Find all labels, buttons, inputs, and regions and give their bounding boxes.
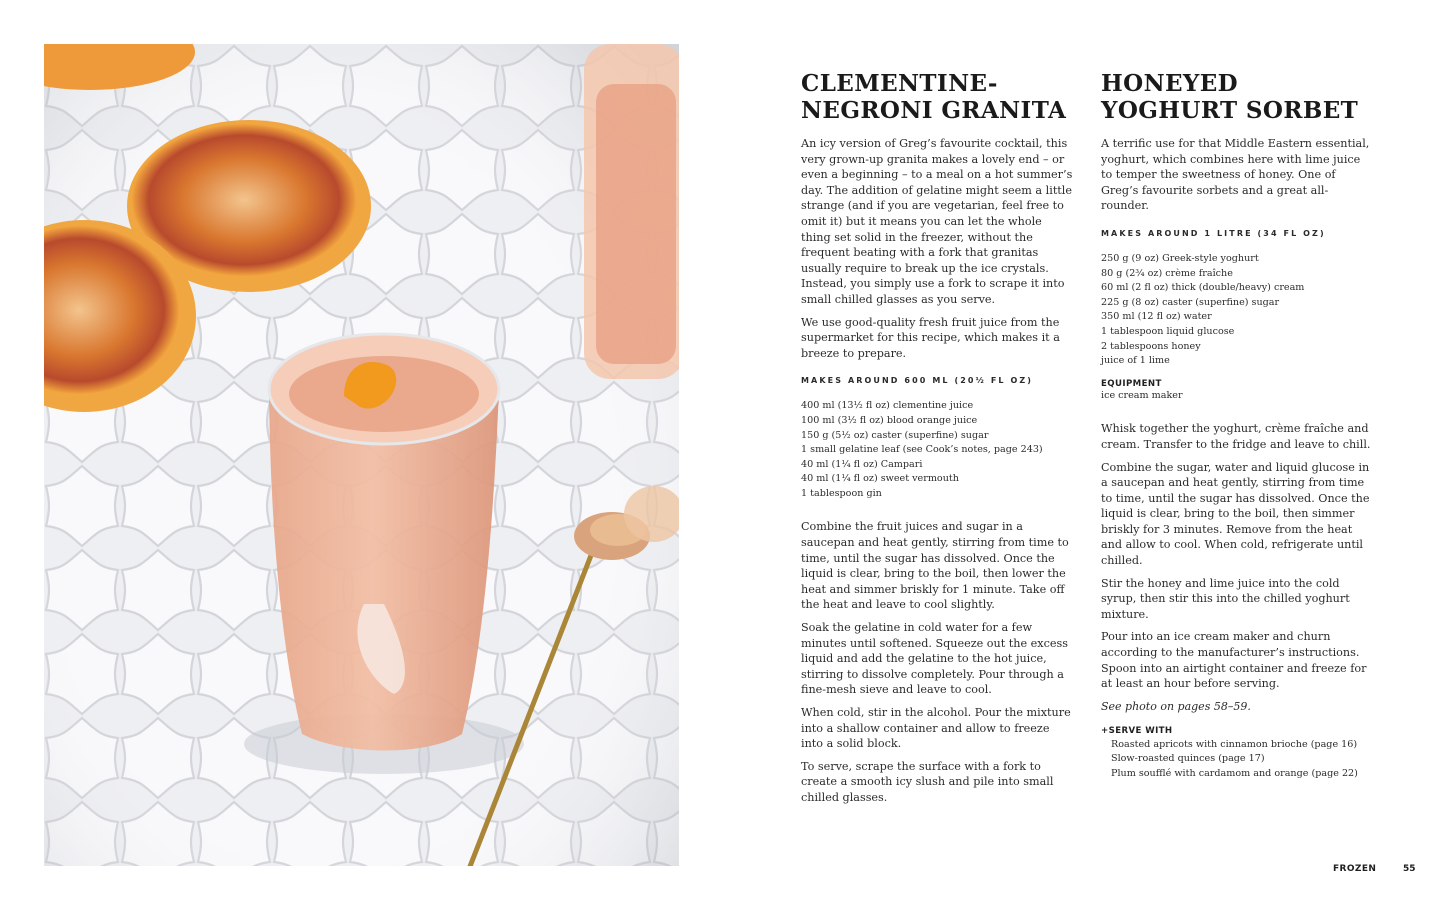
ingredient-item: 150 g (5½ oz) caster (superfine) sugar [801,429,989,441]
see-photo-note: See photo on pages 58–59. [1101,699,1251,713]
recipe-photo [44,44,679,866]
granita-photo-illustration [44,44,679,866]
recipe-method [801,519,1073,805]
ingredient-item: 40 ml (1¼ fl oz) Campari [801,458,923,470]
ingredient-item: juice of 1 lime [1101,355,1170,367]
serve-with-list [1101,738,1373,782]
recipe-intro [1101,136,1373,214]
serve-with-item: Roasted apricots with cinnamon brioche (page 16) [1111,738,1358,750]
method-step: Combine the fruit juices and sugar in a saucepan and heat gently, stirring from time to time, until the sugar has dissolved. Once the liquid is clear, bring to the boil, then lower the heat and simmer briskly for 1 minute. Take off the heat and leave to cool slightly. [801,520,1069,612]
recipe-clementine-negroni-granita [801,70,1073,813]
ingredient-item: 40 ml (1¼ fl oz) sweet vermouth [801,473,959,485]
equipment-value: ice cream maker [1101,389,1183,401]
recipe-title: CLEMENTINE- NEGRONI GRANITA [801,70,1067,124]
recipe-method [1101,421,1373,692]
serve-with-item: Plum soufflé with cardamom and orange (page 22) [1111,768,1358,779]
ingredient-item: 2 tablespoons honey [1101,340,1201,352]
ingredient-list [1101,252,1373,369]
ingredient-item: 400 ml (13½ fl oz) clementine juice [801,400,974,412]
page-number: 55 [1403,864,1416,874]
recipe-yield: MAKES AROUND 600 ML (20½ FL OZ) [801,376,1034,386]
ingredient-item: 100 ml (3½ fl oz) blood orange juice [801,414,978,426]
equipment-label: EQUIPMENT [1101,378,1162,389]
ingredient-item: 60 ml (2 fl oz) thick (double/heavy) cream [1101,282,1305,294]
ingredient-item: 1 tablespoon gin [801,487,882,499]
ingredient-item: 350 ml (12 fl oz) water [1101,311,1212,323]
intro-paragraph: We use good-quality fresh fruit juice from the supermarket for this recipe, which makes it a breeze to prepare. [801,315,1060,360]
intro-paragraph: An icy version of Greg’s favourite cocktail, this very grown-up granita makes a lovely end – or even a beginning – to a meal on a hot summer’s day. The addition of gelatine might seem a little strange (and if you are vegetarian, feel free to omit it) but it means you can let the whole thing set solid in the freezer, without the frequent beating with a fork that granitas usually require to break up the ice crystals. Instead, you simply use a fork to scrape it into small chilled glasses as you serve. [801,137,1073,306]
method-step: When cold, stir in the alcohol. Pour the mixture into a shallow container and allow to freeze into a solid block. [801,706,1071,751]
method-step: To serve, scrape the surface with a fork to create a smooth icy slush and pile into small chilled glasses. [801,759,1054,804]
recipe-title: HONEYED YOGHURT SORBET [1101,70,1359,124]
recipe-honeyed-yoghurt-sorbet [1101,70,1373,782]
recipe-yield: MAKES AROUND 1 LITRE (34 FL OZ) [1101,228,1326,238]
intro-paragraph: A terrific use for that Middle Eastern essential, yoghurt, which combines here with lime juice to temper the sweetness of honey. One of Greg’s favourite sorbets and a great all-rounder. [1101,137,1370,213]
serve-with-item: Slow-roasted quinces (page 17) [1111,753,1265,765]
method-step: Pour into an ice cream maker and churn according to the manufacturer’s instructions. Spoon into an airtight container and freeze for at least an hour before serving. [1101,630,1367,691]
ingredient-item: 1 small gelatine leaf (see Cook’s notes, page 243) [801,444,1043,456]
method-step: Whisk together the yoghurt, crème fraîche and cream. Transfer to the fridge and leave to chill. [1101,422,1371,451]
method-step: Combine the sugar, water and liquid glucose in a saucepan and heat gently, stirring from time to time, until the sugar has dissolved. Once the liquid is clear, bring to the boil, then simmer briskly for 3 minutes. Remove from the heat and allow to cool. When cold, refrigerate until chilled. [1101,460,1370,568]
footer-section-name: FROZEN [1333,864,1377,874]
method-step: Soak the gelatine in cold water for a few minutes until softened. Squeeze out the excess liquid and add the gelatine to the hot juice, stirring to dissolve completely. Pour through a fine-mesh sieve and leave to cool. [801,621,1068,697]
method-step: Stir the honey and lime juice into the cold syrup, then stir this into the chilled yoghurt mixture. [1101,576,1350,621]
serve-with-label: +SERVE WITH [1101,725,1173,736]
ingredient-item: 80 g (2¾ oz) crème fraîche [1101,267,1233,279]
ingredient-item: 1 tablespoon liquid glucose [1101,325,1235,337]
ingredient-list [801,399,1073,501]
recipe-intro [801,136,1073,361]
ingredient-item: 250 g (9 oz) Greek-style yoghurt [1101,252,1259,264]
ingredient-item: 225 g (8 oz) caster (superfine) sugar [1101,296,1280,308]
